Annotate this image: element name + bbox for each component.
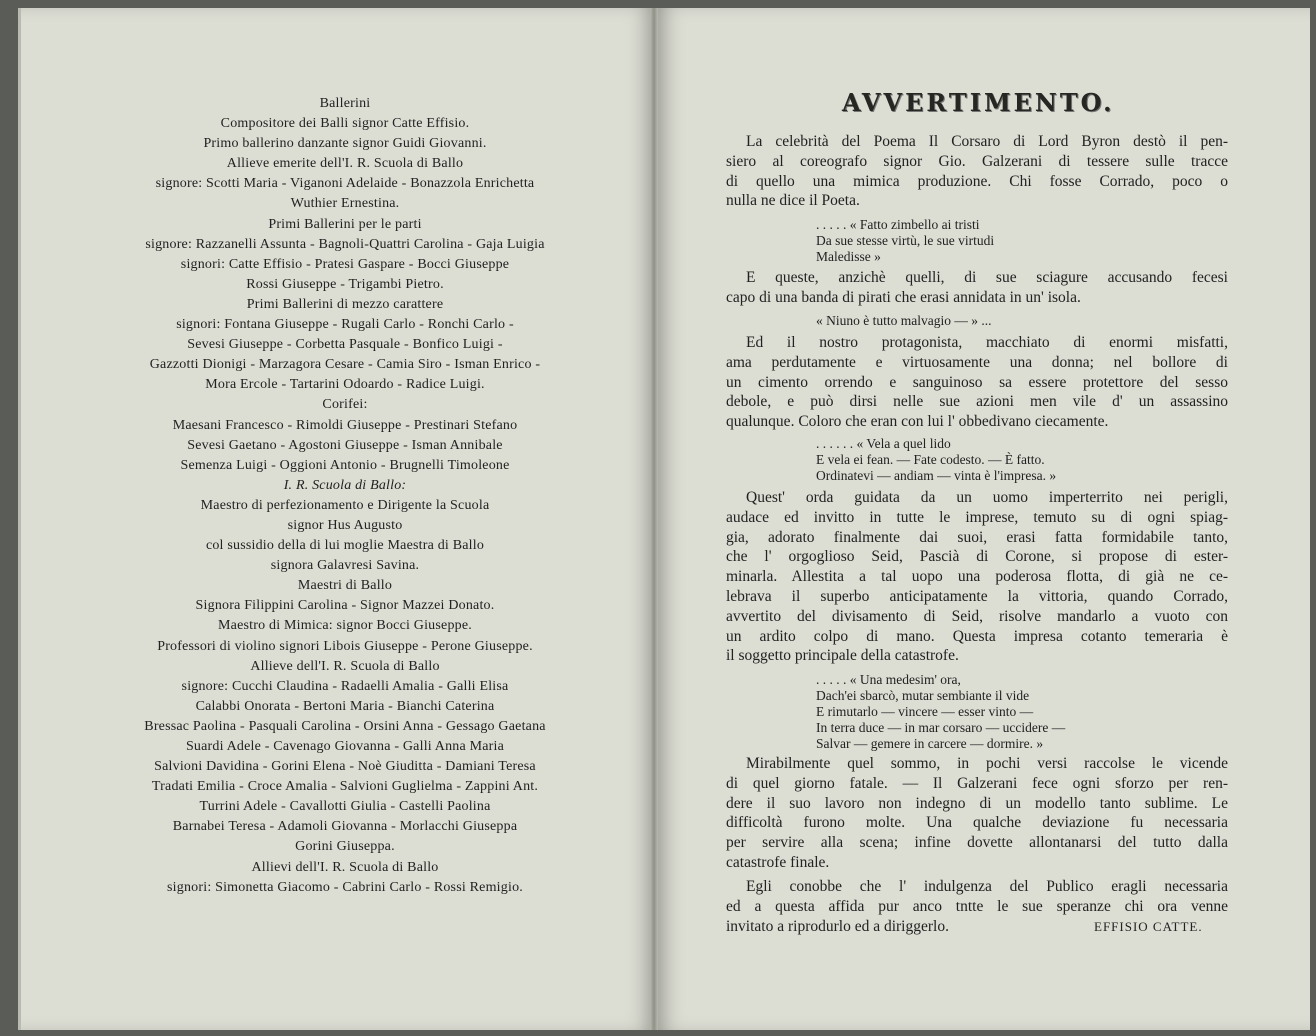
cast-line: col sussidio della di lui moglie Maestra di Ballo (205, 538, 485, 554)
verse-line: Maledisse » (816, 249, 881, 264)
paragraph-3 (726, 333, 1228, 432)
text-line: minarla. Allestita a tal uopo una poderosa flotta, di già ne ce- (726, 568, 1228, 586)
text-line: La celebrità del Poema Il Corsaro di Lord Byron destò il pen- (746, 133, 1228, 150)
paragraph-6 (726, 877, 1228, 936)
verse-line: « Niuno è tutto malvagio — » ... (816, 313, 992, 328)
cast-line: Wuthier Ernestina. (290, 196, 400, 212)
cast-line: Maestro di Mimica: signor Bocci Giuseppe. (218, 618, 472, 634)
cast-line: Maestro di perfezionamento e Dirigente la Scuola (200, 497, 490, 513)
text-line: Ed il nostro protagonista, macchiato di enormi misfatti, (746, 334, 1228, 351)
text-line: dere il suo lavoro non indegno di un modello tanto sublime. Le (726, 794, 1228, 812)
paragraph-2 (726, 268, 1228, 308)
cast-line: Mora Ercole - Tartarini Odoardo - Radice Luigi. (205, 377, 485, 393)
cast-line: Bressac Paolina - Pasquali Carolina - Orsini Anna - Gessago Gaetana (144, 718, 546, 734)
cast-line: Professori di violino signori Libois Giuseppe - Perone Giuseppe. (157, 638, 533, 654)
author-signature: EFFISIO CATTE. (1094, 918, 1203, 934)
text-line: qualunque. Coloro che eran con lui l' obbedivano ciecamente. (726, 413, 1109, 431)
verse-line: In terra duce — in mar corsaro — uccidere — (816, 720, 1066, 735)
text-line: nulla ne dice il Poeta. (726, 192, 860, 210)
cast-line: signori: Catte Effisio - Pratesi Gaspare - Bocci Giuseppe (180, 256, 510, 272)
verse-2 (816, 313, 1216, 329)
text-line: di quello una mimica produzione. Chi fosse Corrado, poco o (726, 172, 1228, 190)
text-line: un cimento orrendo e sanguinoso sa essere protettore del sesso (726, 373, 1228, 391)
verse-line: E rimutarlo — vincere — esser vinto — (816, 704, 1034, 719)
verse-line: Ordinatevi — andiam — vinta è l'impresa. » (816, 468, 1057, 483)
text-line: il soggetto principale della catastrofe. (726, 647, 959, 665)
text-line: che l' orgoglioso Seid, Pascià di Corone, si propose di ester- (726, 548, 1228, 566)
cast-line: Semenza Luigi - Oggioni Antonio - Brugnelli Timoleone (180, 457, 510, 473)
text-line: capo di una banda di pirati che erasi annidata in un' isola. (726, 288, 1081, 306)
verse-line: Dach'ei sbarcò, mutar sembiante il vide (816, 688, 1030, 703)
cast-line: Signora Filippini Carolina - Signor Mazzei Donato. (195, 598, 495, 614)
text-line: Mirabilmente quel sommo, in pochi versi raccolse le vicende (746, 755, 1228, 772)
cast-line: signore: Cucchi Claudina - Radaelli Amalia - Galli Elisa (181, 678, 509, 694)
text-line: invitato a riprodurlo ed a diriggerlo. EFFISIO CATTE. (726, 917, 1203, 935)
cast-line: Gazzotti Dionigi - Marzagora Cesare - Camia Siro - Isman Enrico - (149, 357, 541, 373)
cast-line: Corifei: (322, 397, 368, 413)
cast-line: Turrini Adele - Cavallotti Giulia - Castelli Paolina (199, 799, 491, 815)
paragraph-1 (726, 132, 1228, 211)
verse-line: Salvar — gemere in carcere — dormire. » (816, 736, 1044, 751)
cast-line: signori: Fontana Giuseppe - Rugali Carlo - Ronchi Carlo - (176, 317, 514, 333)
cast-line: Sevesi Gaetano - Agostoni Giuseppe - Isman Annibale (187, 437, 503, 453)
book-gutter (650, 8, 658, 1030)
cast-line: Ballerini (319, 96, 371, 111)
verse-1 (816, 217, 1216, 265)
cast-line: Allieve emerite dell'I. R. Scuola di Ballo (226, 156, 464, 172)
text-line: debole, e può dirsi nelle sue azioni men vile d' un assassino (726, 393, 1228, 411)
text-line: ed a questa affida pur anco tntte le sue speranze chi ora venne (726, 897, 1228, 915)
cast-line: signore: Scotti Maria - Viganoni Adelaide - Bonazzola Enrichetta (155, 176, 535, 192)
text-line: ama perdutamente e virtuosamente una donna; nel bollore di (726, 353, 1228, 371)
verse-line: . . . . . . « Vela a quel lido (816, 436, 951, 451)
cast-line: Gorini Giuseppa. (295, 839, 395, 855)
cast-line: Compositore dei Balli signor Catte Effisio. (220, 116, 470, 132)
text-line: per servire alla scena; infine dovette allontanarsi del tutto dalla (726, 834, 1228, 852)
text-line: Egli conobbe che l' indulgenza del Publico eragli necessaria (746, 878, 1228, 895)
cast-line: Calabbi Onorata - Bertoni Maria - Bianchi Caterina (195, 698, 495, 714)
text-line: audace ed invitto in tutte le imprese, temuto su di ogni spiag- (726, 508, 1228, 526)
text-line: catastrofe finale. (726, 853, 830, 871)
cast-line: Rossi Giuseppe - Trigambi Pietro. (246, 276, 444, 292)
paragraph-4 (726, 488, 1228, 666)
cast-line: signor Hus Augusto (287, 517, 403, 533)
cast-line: Primo ballerino danzante signor Guidi Giovanni. (203, 136, 487, 152)
verse-4 (816, 672, 1216, 752)
text-line: siero al coreografo signor Gio. Galzerani di tessere sulle tracce (726, 152, 1228, 170)
text-line: gia, adorato finalmente dai suoi, erasi fatta formidabile tanto, (726, 528, 1228, 546)
cast-line: Barnabei Teresa - Adamoli Giovanna - Morlacchi Giuseppa (172, 819, 518, 835)
cast-line: Primi Ballerini di mezzo carattere (246, 296, 444, 312)
cast-line: Allievi dell'I. R. Scuola di Ballo (251, 859, 439, 875)
cast-line: signori: Simonetta Giacomo - Cabrini Carlo - Rossi Remigio. (167, 879, 523, 895)
text-line: lebrava il superbo anticipatamente la vittoria, quando Corrado, (726, 587, 1228, 605)
text-line: difficoltà furono molte. Una qualche deviazione fu necessaria (726, 814, 1228, 832)
cast-line: Suardi Adele - Cavenago Giovanna - Galli Anna Maria (185, 739, 505, 754)
verse-line: E vela ei fean. — Fate codesto. — È fatto. (816, 452, 1045, 467)
cast-line: signore: Razzanelli Assunta - Bagnoli-Quattri Carolina - Gaja Luigia (145, 236, 545, 252)
cast-line: Tradati Emilia - Croce Amalia - Salvioni Guglielma - Zappini Ant. (151, 779, 539, 795)
cast-line: Primi Ballerini per le parti (268, 216, 422, 232)
paragraph-5 (726, 754, 1228, 873)
text-line: un ardito colpo di mano. Questa impresa cotanto temeraria è (726, 627, 1228, 645)
cast-line: Sevesi Giuseppe - Corbetta Pasquale - Bonfico Luigi - (187, 337, 503, 353)
verse-line: Da sue stesse virtù, le sue virtudi (816, 233, 995, 248)
cast-line: I. R. Scuola di Ballo: (283, 477, 407, 493)
cast-line: signora Galavresi Savina. (270, 558, 420, 574)
text-line: di quel giorno fatale. — Il Galzerani fece ogni sforzo per ren- (726, 774, 1228, 792)
text-line: E queste, anzichè quelli, di sue sciagure accusando fecesi (746, 269, 1228, 286)
cast-line: Salvioni Davidina - Gorini Elena - Noè Giuditta - Damiani Teresa (154, 759, 536, 775)
verse-line: . . . . . « Fatto zimbello ai tristi (816, 217, 980, 232)
cast-line: Maesani Francesco - Rimoldi Giuseppe - Prestinari Stefano (172, 417, 518, 433)
cast-line: Maestri di Ballo (297, 578, 393, 594)
cast-line: Allieve dell'I. R. Scuola di Ballo (250, 658, 440, 674)
text-line: Quest' orda guidata da un uomo imperterrito nei perigli, (746, 489, 1228, 506)
cast-list (90, 94, 600, 898)
verse-line: . . . . . « Una medesim' ora, (816, 672, 961, 687)
verse-3 (816, 436, 1216, 484)
text-line: avvertito del divisamento di Seid, risolve mandarlo a vuoto con (726, 607, 1228, 625)
page-title: AVVERTIMENTO. (842, 88, 1115, 117)
